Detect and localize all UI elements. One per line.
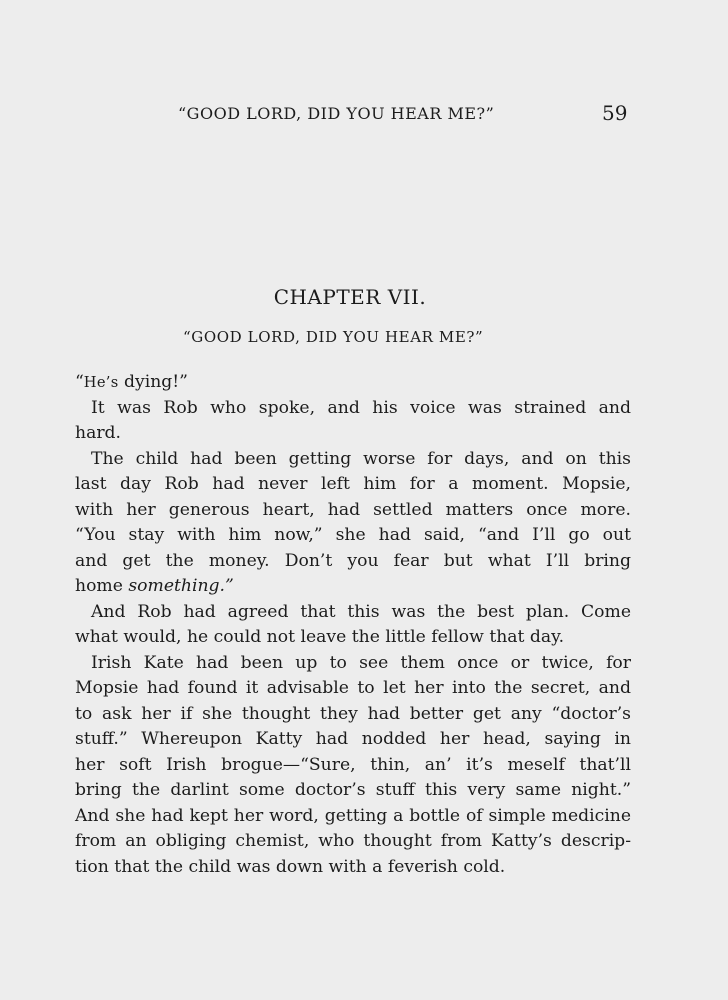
paragraph-line: with her generous heart, had settled matters once more.	[75, 499, 631, 520]
line-start: home	[75, 576, 129, 596]
running-title: “GOOD LORD, DID YOU HEAR ME?”	[178, 104, 495, 123]
chapter-title	[0, 283, 700, 311]
line-rest: dying!”	[118, 372, 188, 392]
chapter-subtitle: “GOOD LORD, DID YOU HEAR ME?”	[183, 328, 484, 346]
paragraph-line: And Rob had agreed that this was the best plan. Come	[91, 601, 631, 622]
paragraph-line: her soft Irish brogue—“Sure, thin, an’ it’s meself that’ll	[75, 754, 631, 775]
paragraph-line: bring the darlint some doctor’s stuff this very same night.”	[75, 780, 631, 800]
paragraph-line: tion that the child was down with a feverish cold.	[75, 856, 506, 877]
paragraph-line: It was Rob who spoke, and his voice was strained and	[91, 397, 631, 418]
paragraph-line: And she had kept her word, getting a bottle of simple medicine	[75, 805, 631, 826]
quote-open: “	[75, 372, 84, 392]
body-text	[75, 370, 631, 880]
paragraph-line: and get the money. Don’t you fear but what I’ll bring	[75, 550, 631, 571]
paragraph-line: Mopsie had found it advisable to let her into the secret, and	[75, 678, 631, 698]
paragraph-line: last day Rob had never left him for a moment. Mopsie,	[75, 474, 631, 494]
paragraph-line: stuff.” Whereupon Katty had nodded her head, saying in	[75, 729, 631, 749]
paragraph-line: The child had been getting worse for days, and on this	[91, 448, 631, 469]
chapter-title-text: CHAPTER VII.	[273, 285, 427, 309]
paragraph-line: what would, he could not leave the little fellow that day.	[75, 627, 565, 647]
paragraph-line: “You stay with him now,” she had said, “and I’ll go out	[75, 525, 631, 545]
paragraph-line: Irish Kate had been up to see them once or twice, for	[91, 652, 631, 673]
page-number: 59	[602, 101, 628, 125]
paragraph-line	[75, 574, 631, 600]
paragraph-line: from an obliging chemist, who thought from Katty’s descrip-	[75, 831, 631, 851]
paragraph-line	[75, 370, 631, 396]
small-caps-word: He’s	[83, 374, 119, 391]
paragraph-line: to ask her if she thought they had better get any “doctor’s	[75, 703, 631, 724]
emphasis-word: something.”	[128, 576, 234, 596]
paragraph-line: hard.	[75, 423, 121, 443]
